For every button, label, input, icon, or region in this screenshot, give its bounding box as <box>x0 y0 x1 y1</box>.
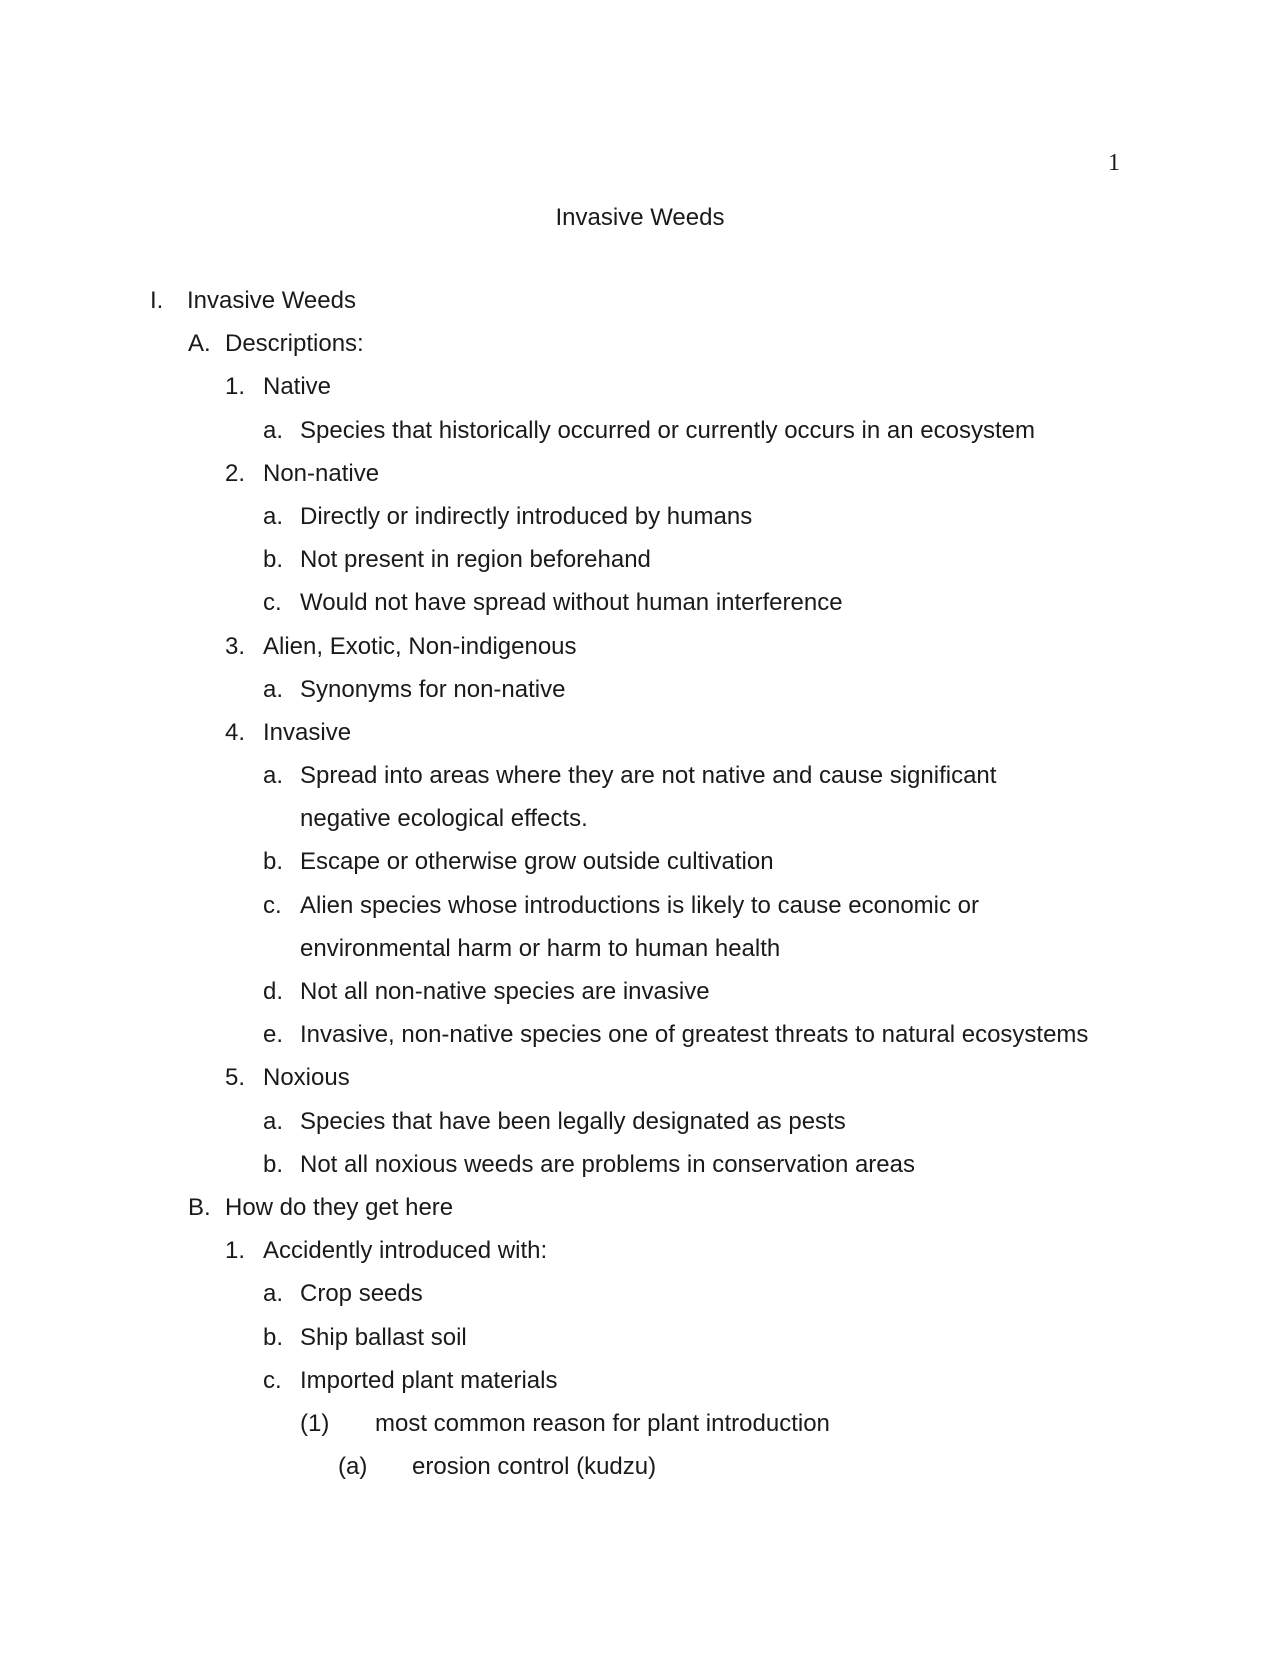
outline-item <box>0 1407 1280 1450</box>
outline-marker: A. <box>188 330 211 358</box>
outline-text: Directly or indirectly introduced by humans <box>300 502 753 530</box>
outline <box>0 284 1280 1493</box>
outline-item <box>0 673 1280 716</box>
outline-marker: a. <box>263 502 284 530</box>
outline-marker: I. <box>150 287 164 314</box>
outline-marker: a. <box>263 762 284 790</box>
outline-text: Not all noxious weeds are problems in conservation areas <box>300 1150 915 1178</box>
outline-item <box>0 759 1280 802</box>
outline-text: Crop seeds <box>300 1280 423 1308</box>
outline-marker: b. <box>263 1323 284 1351</box>
outline-marker: b. <box>263 546 284 574</box>
outline-text: Non-native <box>263 459 380 487</box>
outline-text: erosion control (kudzu) <box>412 1453 657 1481</box>
outline-item <box>0 1321 1280 1364</box>
outline-text: Accidently introduced with: <box>263 1237 548 1265</box>
outline-item <box>0 1191 1280 1234</box>
outline-text: Ship ballast soil <box>300 1323 467 1351</box>
outline-item <box>0 1105 1280 1148</box>
outline-item <box>0 975 1280 1018</box>
outline-item <box>0 1018 1280 1061</box>
outline-item <box>0 586 1280 629</box>
outline-item-continuation <box>0 802 1280 845</box>
outline-item <box>0 457 1280 500</box>
outline-item <box>0 543 1280 586</box>
outline-item <box>0 414 1280 457</box>
outline-item <box>0 1364 1280 1407</box>
outline-item-continuation <box>0 932 1280 975</box>
outline-marker: B. <box>188 1193 211 1221</box>
outline-text: Species that historically occurred or currently occurs in an ecosystem <box>300 416 1035 444</box>
outline-text: Not present in region beforehand <box>300 546 651 574</box>
outline-text: Not all non-native species are invasive <box>300 978 710 1005</box>
outline-item <box>0 370 1280 413</box>
outline-text: Invasive Weeds <box>187 287 356 314</box>
outline-item <box>0 500 1280 543</box>
outline-marker: 5. <box>225 1064 246 1092</box>
outline-text: How do they get here <box>225 1193 454 1221</box>
outline-item <box>0 845 1280 888</box>
outline-marker: c. <box>263 1366 282 1394</box>
outline-item <box>0 889 1280 932</box>
outline-item <box>0 630 1280 673</box>
outline-item <box>0 716 1280 759</box>
outline-item <box>0 284 1280 327</box>
outline-text: negative ecological effects. <box>300 805 588 833</box>
outline-marker: a. <box>263 1280 284 1308</box>
outline-marker: 1. <box>225 1237 246 1265</box>
outline-text: environmental harm or harm to human health <box>300 934 781 962</box>
outline-text: Spread into areas where they are not native and cause significant <box>300 762 997 790</box>
outline-text: Alien species whose introductions is likely to cause economic or <box>300 891 979 919</box>
outline-marker: 3. <box>225 632 246 660</box>
outline-item <box>0 1450 1280 1493</box>
outline-text: Alien, Exotic, Non-indigenous <box>263 632 577 660</box>
outline-marker: b. <box>263 1150 284 1178</box>
outline-text: Descriptions: <box>225 330 364 358</box>
outline-text: Invasive, non-native species one of greatest threats to natural ecosystems <box>300 1021 1089 1049</box>
outline-item <box>0 327 1280 370</box>
outline-marker: a. <box>263 416 284 444</box>
outline-marker: 4. <box>225 718 246 746</box>
outline-text: Synonyms for non-native <box>300 675 566 703</box>
outline-item <box>0 1234 1280 1277</box>
outline-text: Noxious <box>263 1064 350 1092</box>
outline-text: Would not have spread without human interference <box>300 589 843 617</box>
outline-text: Imported plant materials <box>300 1366 558 1394</box>
outline-marker: a. <box>263 1107 284 1135</box>
outline-text: Invasive <box>263 718 352 746</box>
outline-text: Native <box>263 373 332 401</box>
outline-text: most common reason for plant introduction <box>375 1409 830 1437</box>
outline-text: Species that have been legally designated as pests <box>300 1107 846 1135</box>
outline-marker: b. <box>263 848 284 876</box>
page-title: Invasive Weeds <box>555 204 725 231</box>
outline-marker: 2. <box>225 459 246 487</box>
outline-item <box>0 1148 1280 1191</box>
outline-marker: d. <box>263 978 284 1005</box>
outline-marker: e. <box>263 1021 284 1049</box>
page-number: 1 <box>1108 150 1120 176</box>
outline-marker: (1) <box>300 1409 330 1437</box>
outline-text: Escape or otherwise grow outside cultivation <box>300 848 774 876</box>
outline-marker: a. <box>263 675 284 703</box>
outline-marker: c. <box>263 589 282 617</box>
outline-marker: (a) <box>338 1453 368 1481</box>
outline-item <box>0 1061 1280 1104</box>
outline-item <box>0 1277 1280 1320</box>
outline-marker: 1. <box>225 373 246 401</box>
outline-marker: c. <box>263 891 282 919</box>
